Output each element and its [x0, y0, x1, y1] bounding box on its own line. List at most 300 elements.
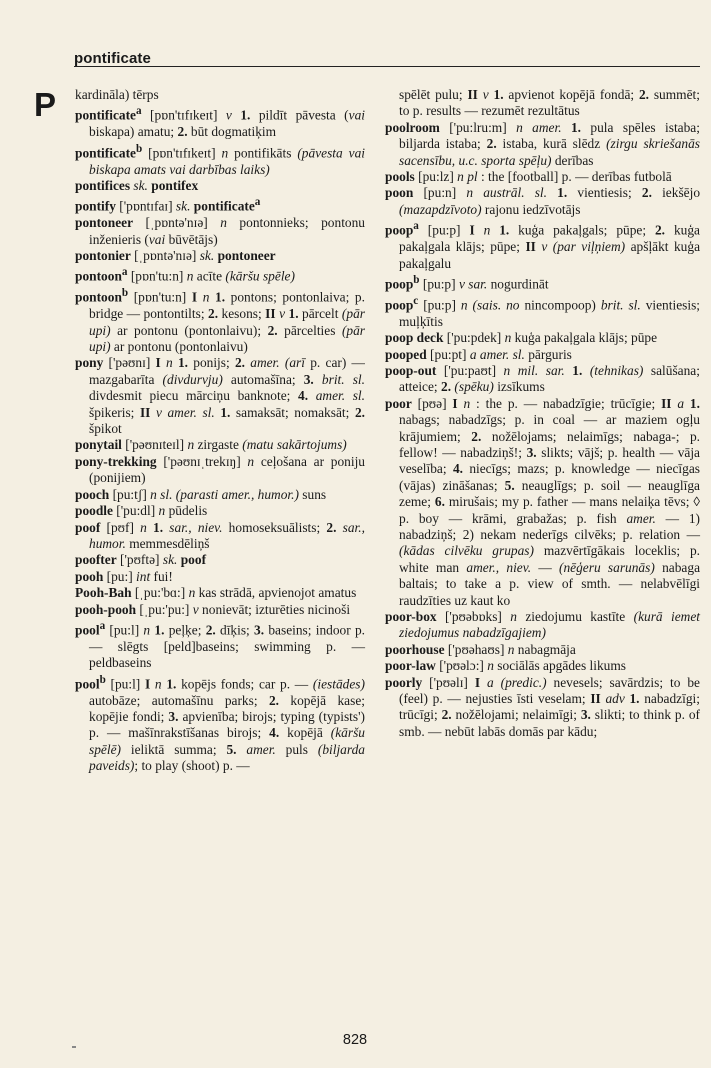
entry-italic-text: n: [202, 289, 210, 305]
entry-text: [490, 223, 499, 238]
entry-italic-text: n: [158, 503, 166, 519]
entry-text: kopējs fonds; car p. —: [176, 676, 313, 692]
entry-text: vientiesis; muļķītis: [399, 297, 700, 329]
entry-italic-text: vai: [148, 231, 166, 247]
entry-text: kopējā: [279, 725, 331, 741]
entry-text: ['pəʊnɪˌtrekɪŋ]: [156, 453, 248, 469]
entry-bold-text: 2.: [486, 136, 497, 152]
entry-bold-text: pool: [75, 622, 100, 638]
entry-bold-text: 1.: [570, 119, 582, 135]
entry-bold-text: pontonier: [75, 248, 131, 264]
entry-text: fui!: [150, 568, 173, 584]
entry-italic-text: v: [225, 107, 232, 123]
entry-text: samaksāt; nomaksāt;: [230, 404, 355, 420]
entry-text: špikeris;: [89, 404, 140, 420]
entry-bold-text: pontify: [75, 198, 116, 214]
entry-bold-text: pontificate: [75, 107, 136, 123]
homonym-index: b: [413, 273, 420, 286]
entry-text: [237, 742, 247, 757]
entry-text: [pu:p]: [418, 297, 461, 313]
entry-bold-text: poop: [385, 297, 414, 313]
entry-bold-text: poor-box: [385, 609, 437, 624]
entry-text: ziedojumu kastīte: [516, 609, 634, 624]
entry-text: mirušais; my p. father — mans nelaiķa tēvs; ◊ p. boy — krāmi, grabažas; p. fish: [399, 494, 700, 526]
entry-text: : the p. — nabadzīgie; trūcīgie;: [470, 395, 662, 411]
homonym-index: a: [413, 220, 419, 233]
entry-italic-text: v: [482, 87, 489, 102]
entry-text: slikti; to think p. of smb. — nebūt labās domās par kādu;: [399, 707, 700, 739]
entry-bold-text: poop: [385, 222, 414, 238]
entry-italic-text: n: [507, 641, 515, 657]
entry-italic-text: (kāršu spēlē): [89, 725, 365, 757]
entry-text: ['pəʊnɪteɪl]: [121, 437, 188, 453]
entry-bold-text: poorly: [385, 674, 423, 690]
entry-text: [ˌpɒntə'nɪə]: [130, 248, 200, 264]
entry-text: vientiesis;: [567, 185, 642, 201]
entry-italic-text: sk.: [199, 248, 215, 264]
dictionary-entry: [385, 609, 700, 642]
entry-italic-text: n: [510, 609, 517, 624]
entry-italic-text: brit. sl.: [600, 297, 641, 313]
entry-text: pontonnieks; pontonu inženieris (: [89, 215, 365, 247]
entry-text: ['pʊəlɪ]: [422, 674, 475, 690]
entry-bold-text: pontificate: [75, 145, 136, 161]
entry-bold-text: I: [474, 674, 481, 690]
entry-italic-text: (spēku): [454, 379, 494, 395]
entry-italic-text: n: [221, 145, 229, 161]
entry-bold-text: Pooh-Bah: [75, 585, 132, 601]
entry-text: [pʊə]: [411, 395, 453, 411]
entry-bold-text: poorhouse: [385, 641, 445, 657]
entry-italic-text: n: [166, 355, 173, 371]
entry-text: [pɒn'tu:n]: [128, 289, 192, 305]
dictionary-entry: [75, 87, 365, 103]
entry-bold-text: 2.: [471, 428, 482, 444]
entry-text: špikot: [89, 421, 122, 437]
entry-text: mazvērtīgākais loceklis; p. white man: [399, 543, 700, 575]
entry-bold-text: 2.: [267, 322, 278, 338]
entry-italic-text: (kurā iemet ziedojumus nabadzīgajiem): [399, 609, 700, 641]
homonym-index: a: [136, 105, 142, 118]
entry-text: spēlēt pulu;: [399, 87, 468, 102]
entry-text: derības: [551, 152, 594, 168]
entry-text: [ˌpu:'bɑ:]: [131, 585, 189, 601]
entry-italic-text: v amer. sl.: [155, 404, 215, 420]
entry-italic-text: amer. sl.: [315, 388, 365, 404]
entry-bold-text: 1.: [154, 622, 165, 638]
entry-bold-text: poor-law: [385, 658, 436, 674]
entry-bold-text: 1.: [166, 676, 177, 692]
entry-italic-text: n: [483, 222, 491, 238]
entry-bold-text: poof: [180, 552, 207, 568]
entry-italic-text: n: [188, 585, 196, 601]
entry-bold-text: I: [191, 289, 198, 305]
entry-text: ar pontonu (pontonlaivu);: [110, 322, 268, 338]
entry-text: nožēlojams; nelaimīgs; nabaga-; p. fellow! — nabadziņš!;: [399, 428, 700, 460]
entry-text: izsīkums: [493, 379, 545, 395]
entry-bold-text: 3.: [254, 622, 265, 638]
entry-text: kardināla) tērps: [75, 87, 159, 102]
entry-text: pontifikāts: [228, 145, 298, 161]
entry-italic-text: (biljarda paveids): [89, 741, 365, 774]
entry-italic-text: v (par viļņiem): [541, 239, 626, 255]
entry-bold-text: pony-trekking: [75, 453, 157, 469]
dictionary-entry: [75, 503, 365, 519]
entry-text: [pu:n]: [413, 185, 467, 201]
entry-bold-text: 3.: [303, 371, 314, 387]
dictionary-entry: [75, 520, 365, 553]
entry-text: biskapa) amatu;: [89, 124, 178, 140]
entry-bold-text: pontoneer: [75, 215, 134, 231]
homonym-index: b: [136, 142, 143, 155]
entry-text: [pu:pt]: [426, 346, 470, 362]
entry-italic-text: n: [140, 519, 147, 535]
entry-bold-text: 2.: [638, 87, 649, 102]
entry-bold-text: 3.: [580, 707, 591, 723]
entry-italic-text: a: [677, 395, 685, 411]
entry-bold-text: 2.: [205, 622, 216, 638]
entry-text: ['pu:pdek]: [443, 330, 505, 346]
entry-italic-text: sk.: [133, 177, 148, 193]
entry-text: kuģa pakaļgals; pūpe;: [509, 222, 655, 238]
entry-italic-text: a amer. sl.: [469, 346, 525, 362]
entry-bold-text: poop-out: [385, 362, 437, 378]
entry-italic-text: n pl: [457, 169, 478, 185]
dictionary-entry: [75, 618, 365, 672]
entry-bold-text: 1.: [215, 289, 226, 305]
entry-bold-text: II: [525, 239, 536, 255]
entry-text: baseins; indoor p. — slēgts [peld]baseins; swimming p. — peldbaseins: [89, 622, 366, 671]
entry-italic-text: a (predic.): [486, 674, 547, 690]
entry-text: ponijs;: [188, 355, 235, 371]
dictionary-entry: [75, 355, 365, 437]
entry-italic-text: n: [186, 268, 194, 284]
entry-text: kas strādā, apvienojot amatus: [195, 585, 357, 601]
entry-text: ['pʊəlɔ:]: [435, 658, 488, 674]
entry-text: nincompoop): [519, 297, 601, 313]
entry-text: apšļākt kuģa pakaļgalu: [399, 239, 701, 271]
entry-bold-text: poop: [385, 276, 414, 292]
entry-text: [562, 120, 571, 135]
entry-bold-text: I: [452, 395, 458, 411]
entry-bold-text: pool: [75, 676, 100, 692]
dictionary-entry: [385, 87, 700, 120]
entry-text: [ˌpɒntə'nɪə]: [133, 215, 221, 231]
dictionary-entry: [75, 248, 365, 264]
entry-italic-text: n: [143, 622, 151, 638]
entry-text: divdesmit piecu mārciņu banknote;: [89, 388, 299, 404]
entry-text: ['pu:paʊt]: [436, 362, 504, 378]
entry-bold-text: II: [590, 691, 601, 707]
entry-text: [pɒn'tu:n]: [127, 268, 187, 284]
entry-bold-text: pontifex: [151, 177, 199, 193]
entry-text: [pɒn'tɪfɪkeɪt]: [142, 145, 222, 161]
header-rule: [74, 66, 700, 67]
entry-italic-text: amer.: [626, 510, 656, 526]
entry-text: pārcelt: [298, 306, 342, 322]
entry-bold-text: 5.: [226, 741, 237, 757]
entry-text: pārcelties: [277, 322, 342, 338]
homonym-index: a: [99, 619, 106, 632]
entry-italic-text: (pāvesta vai biskapa amats vai darbības laiks): [89, 145, 365, 177]
entry-italic-text: sar., humor.: [89, 519, 365, 551]
entry-text: summēt; to p. results — rezumēt rezultātus: [399, 87, 700, 119]
entry-text: [547, 185, 557, 200]
dictionary-entry: [75, 103, 365, 140]
dictionary-entry: [75, 215, 365, 248]
entry-italic-text: n austrāl. sl.: [466, 185, 547, 201]
right-column: [385, 87, 700, 740]
entry-text: nabaga baltais; to take a p. view of smth. — nelabvēlīgi raudzīties uz kaut ko: [399, 559, 701, 608]
entry-bold-text: poop deck: [385, 330, 444, 346]
entry-bold-text: 4.: [298, 388, 309, 404]
entry-text: iekšējo: [651, 185, 701, 201]
entry-bold-text: 2.: [208, 306, 219, 322]
entry-text: [480, 675, 487, 690]
entry-italic-text: (tehnikas): [589, 362, 644, 378]
entry-bold-text: pools: [385, 169, 415, 185]
entry-text: pula spēles istaba; biljarda istaba;: [399, 119, 700, 152]
entry-text: [pu:lz]: [414, 169, 458, 185]
entry-text: dīķis;: [215, 622, 255, 638]
entry-italic-text: n: [463, 395, 471, 411]
entry-text: nabags; nabadzīgs; p. in coal — ar maziem ogļu krājumiem;: [399, 412, 700, 444]
entry-text: : the [football] p. — derības futbolā: [477, 169, 672, 185]
entry-italic-text: (pār upi): [89, 322, 366, 355]
dictionary-entry: [385, 272, 700, 293]
entry-text: nevesels; savārdzis; to be (feel) p. — nejusties īsti veselam;: [399, 674, 700, 707]
dictionary-entry: [385, 642, 700, 658]
dictionary-entry: [385, 120, 700, 169]
entry-text: kesons;: [218, 306, 266, 322]
dictionary-entry: [75, 602, 365, 618]
entry-text: pildīt pāvesta (: [250, 107, 349, 123]
entry-italic-text: n mil. sar.: [503, 362, 565, 378]
entry-text: slikts; vājš; p. health — vāja veselība;: [399, 444, 700, 477]
dictionary-entry: [385, 185, 700, 218]
entry-bold-text: pontifices: [75, 177, 131, 193]
entry-bold-text: 1.: [153, 519, 164, 535]
entry-text: [pu:p]: [419, 276, 459, 292]
entry-bold-text: poon: [385, 185, 414, 201]
entry-text: ceļošana ar poniju (ponijiem): [89, 453, 365, 486]
entry-bold-text: I: [469, 222, 475, 238]
entry-italic-text: n (sais. no: [460, 297, 520, 313]
entry-italic-text: n amer.: [516, 119, 562, 135]
entry-bold-text: 5.: [504, 477, 515, 493]
entry-text: ['pɒntɪfaɪ]: [115, 198, 176, 214]
entry-text: nožēlojami; nelaimīgi;: [451, 707, 581, 723]
entry-text: rajonu iedzīvotājs: [481, 201, 581, 217]
entry-bold-text: poofter: [75, 552, 117, 568]
entry-italic-text: vai: [348, 107, 365, 123]
entry-bold-text: 1.: [177, 355, 188, 371]
entry-text: suns: [298, 486, 327, 502]
entry-text: p. car) — mazgabarīta: [89, 355, 365, 387]
dictionary-entry: [75, 285, 365, 355]
entry-italic-text: amer.: [246, 741, 276, 757]
dictionary-entry: [75, 552, 365, 568]
entry-text: [pu:l]: [105, 622, 144, 638]
entry-text: acīte: [193, 268, 226, 284]
entry-bold-text: 1.: [572, 362, 583, 378]
page-number: 828: [342, 1032, 368, 1048]
homonym-index: a: [121, 266, 128, 279]
entry-bold-text: II: [265, 306, 276, 322]
entry-text: homoseksuālists;: [222, 519, 327, 535]
entry-text: ['pʊəhaʊs]: [444, 641, 508, 657]
entry-bold-text: 1.: [493, 87, 504, 102]
entry-italic-text: n: [154, 676, 162, 692]
entry-text: pontons; pontonlaiva; p. bridge — pontontilts;: [89, 289, 365, 322]
entry-text: [pu:tʃ]: [109, 486, 151, 502]
entry-text: puls: [275, 741, 318, 757]
entry-text: salūšana; atteice;: [399, 362, 700, 395]
entry-italic-text: v: [192, 601, 199, 617]
entry-bold-text: 2.: [641, 185, 652, 201]
entry-bold-text: 1.: [499, 222, 510, 238]
entry-text: nonievāt; izturēties nicinoši: [198, 601, 351, 617]
entry-text: kuģa pakaļgala klājs; pūpe;: [399, 222, 700, 255]
entry-text: zirgaste: [194, 437, 243, 453]
entry-text: [582, 363, 590, 378]
homonym-index: a: [254, 196, 261, 209]
entry-text: ['pu:dl]: [112, 503, 159, 519]
entry-text: nogurdināt: [487, 276, 549, 292]
entry-italic-text: (nēģeru sarunās): [559, 559, 655, 575]
dictionary-entry: [75, 264, 365, 285]
entry-italic-text: amer., niev.: [466, 559, 532, 575]
entry-bold-text: pooh: [75, 568, 104, 584]
entry-bold-text: 3.: [168, 708, 179, 724]
entry-italic-text: v sar.: [458, 276, 488, 292]
entry-text: [pɒn'tɪfɪkeɪt]: [141, 107, 226, 123]
dictionary-entry: [385, 330, 700, 346]
dictionary-entry: [385, 218, 700, 272]
entry-bold-text: poof: [75, 519, 101, 535]
entry-italic-text: int: [136, 568, 151, 584]
dictionary-entry: [385, 293, 700, 330]
dictionary-entry: [75, 437, 365, 453]
entry-italic-text: (zirgu skriešanās sacensību, u.c. sporta spēļu): [399, 136, 700, 168]
entry-bold-text: poodle: [75, 503, 113, 519]
margin-mark: [72, 1046, 76, 1048]
entry-text: [475, 223, 484, 238]
entry-text: ; to play (shoot) p. —: [134, 758, 250, 774]
dictionary-entry: [75, 487, 365, 503]
homonym-index: c: [413, 294, 419, 307]
entry-text: kopējā kase; kopējie fondi;: [89, 692, 365, 724]
entry-italic-text: (iestādes): [312, 676, 365, 692]
entry-italic-text: n: [504, 330, 512, 346]
entry-bold-text: pontoneer: [217, 248, 276, 264]
entry-bold-text: II: [139, 404, 151, 420]
dictionary-entry: [75, 569, 365, 585]
entry-bold-text: pooch: [75, 486, 110, 502]
dictionary-entry: [385, 169, 700, 185]
entry-italic-text: (kāršu spēle): [225, 268, 295, 284]
entry-text: memmesdēliņš: [125, 535, 210, 551]
entry-text: istaba, kurā slēdz: [496, 136, 607, 152]
dictionary-entry: [75, 585, 365, 601]
entry-text: [314, 372, 322, 387]
dictionary-entry: [75, 178, 365, 194]
entry-text: ['pu:lru:m]: [439, 119, 517, 135]
entry-bold-text: 2.: [177, 124, 188, 140]
entry-bold-text: 1.: [288, 306, 299, 322]
entry-text: automašīna;: [222, 371, 304, 387]
entry-text: autobāze; automašīnu parks;: [89, 692, 269, 708]
entry-bold-text: I: [155, 355, 161, 371]
entry-bold-text: pooh-pooh: [75, 601, 137, 617]
entry-italic-text: n: [487, 658, 494, 674]
entry-bold-text: 6.: [434, 494, 445, 510]
dictionary-entry: [75, 454, 365, 487]
entry-bold-text: 1.: [629, 691, 640, 707]
entry-text: ieliktā summa;: [120, 741, 227, 757]
entry-text: sociālās apgādes likums: [493, 658, 626, 674]
entry-italic-text: (mazapdzīvoto): [399, 201, 482, 217]
entry-bold-text: 1.: [557, 185, 568, 201]
entry-italic-text: (pār upi): [89, 306, 365, 338]
entry-bold-text: 2.: [654, 222, 666, 238]
entry-text: pūdelis: [165, 503, 208, 519]
entry-bold-text: pontificate: [193, 198, 255, 214]
entry-text: peļķe;: [164, 622, 206, 638]
entry-text: [308, 388, 316, 403]
entry-bold-text: 3.: [526, 444, 537, 460]
entry-text: pārguris: [524, 346, 572, 362]
entry-italic-text: n: [220, 215, 227, 231]
entry-italic-text: sar., niev.: [169, 519, 223, 535]
homonym-index: b: [121, 287, 129, 300]
entry-bold-text: poor: [385, 395, 412, 411]
entry-italic-text: n sl. (parasti amer., humor.): [150, 486, 299, 502]
entry-text: neauglīgs; p. soil — neauglīga zeme;: [399, 477, 700, 510]
entry-text: būt dogmatiķim: [187, 124, 277, 140]
entry-text: — 1) nabadziņš; 2) nekam nederīgs cilvēks; p. relation —: [399, 510, 701, 542]
entry-text: ['pʊəbɒks]: [436, 609, 511, 624]
entry-text: būvētājs): [165, 231, 218, 247]
dictionary-entry: [385, 363, 700, 396]
entry-text: nabadzīgi; trūcīgi;: [399, 691, 700, 723]
entry-bold-text: 2.: [326, 519, 337, 535]
entry-text: [pu:l]: [105, 676, 145, 692]
entry-text: [pu:]: [103, 568, 137, 584]
entry-italic-text: brit. sl.: [321, 371, 365, 387]
entry-text: [pʊf]: [100, 519, 141, 535]
entry-bold-text: II: [467, 87, 478, 102]
entry-bold-text: 2.: [441, 379, 452, 395]
entry-bold-text: 1.: [689, 395, 700, 411]
entry-bold-text: 1.: [220, 404, 231, 420]
entry-bold-text: 2.: [234, 355, 245, 371]
entry-text: nabagmāja: [514, 641, 576, 657]
entry-text: [ˌpu:'pu:]: [136, 601, 193, 617]
entry-italic-text: (matu sakārtojums): [242, 437, 347, 453]
entry-text: kuģa pakaļgala klājs; pūpe: [511, 330, 658, 346]
entry-text: ['pəʊnɪ]: [103, 355, 156, 371]
entry-italic-text: n: [247, 453, 255, 469]
entry-bold-text: 1.: [240, 107, 251, 123]
entry-bold-text: pooped: [385, 346, 427, 362]
entry-bold-text: 4.: [452, 461, 463, 477]
dictionary-entry: [75, 672, 365, 775]
entry-bold-text: pontoon: [75, 268, 122, 284]
entry-text: ar pontonu (pontonlaivu): [110, 339, 248, 355]
entry-italic-text: (divdurvju): [162, 371, 223, 387]
entry-bold-text: pontoon: [75, 289, 122, 305]
